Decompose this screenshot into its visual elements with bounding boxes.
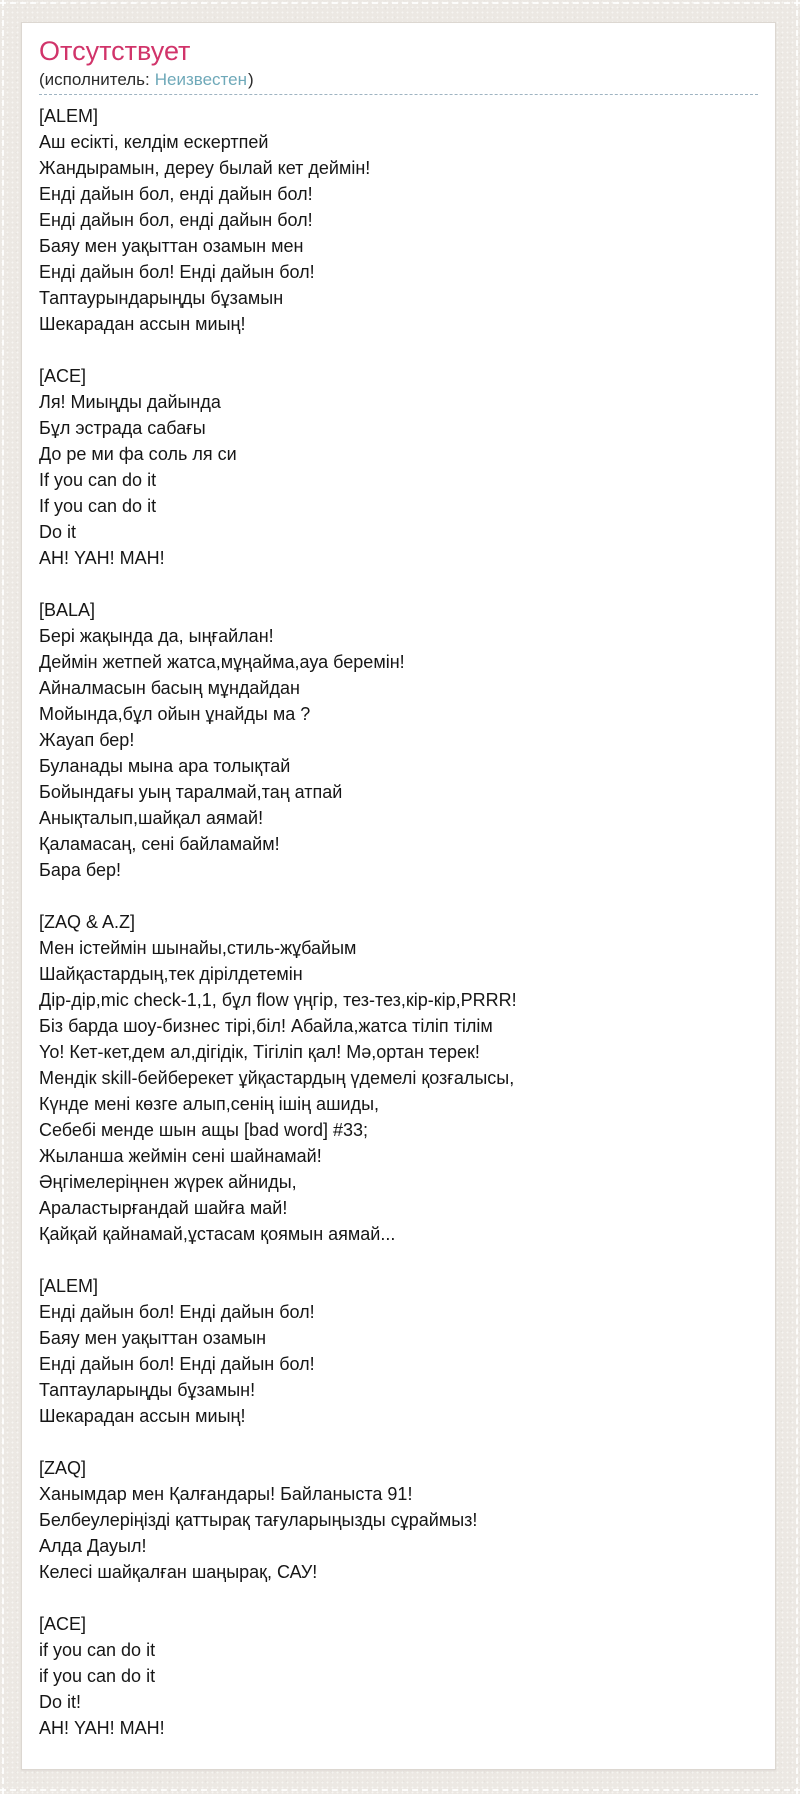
lyrics-line: Енді дайын бол, енді дайын бол! [39,210,313,230]
lyrics-line: Енді дайын бол, енді дайын бол! [39,184,313,204]
lyrics [39,103,758,1741]
lyrics-line: Шайқастардың,тек дірілдетемін [39,964,303,984]
lyrics-section [39,1273,758,1429]
lyrics-line: Қаламасаң, сені байламайм! [39,834,280,854]
page-title: Отсутствует [39,36,191,66]
lyrics-line: Жыланша жеймін сені шайнамай! [39,1146,322,1166]
lyrics-line: Мендік skill-бейберекет ұйқастардың үдемелі қозғалысы, [39,1068,515,1088]
lyrics-line: Буланады мына ара толықтай [39,756,291,776]
lyrics-line: Аш есікті, келдім ескертпей [39,132,269,152]
lyrics-line: Деймін жетпей жатса,мұңайма,ауа беремін! [39,652,405,672]
lyrics-line: До ре ми фа соль ля си [39,444,237,464]
lyrics-section [39,597,758,883]
section-label: [ZAQ] [39,1458,87,1478]
lyrics-line: if you can do it [39,1666,156,1686]
lyrics-line: Баяу мен уақыттан озамын мен [39,236,304,256]
lyrics-line: Белбеулеріңізді қаттырақ тағуларыңызды сұраймыз! [39,1510,478,1530]
section-label: [BALA] [39,600,96,620]
stitched-border-left [2,0,4,1794]
lyrics-line: Себебі менде шын ащы [bad word] #33; [39,1120,369,1140]
lyrics-line: Енді дайын бол! Енді дайын бол! [39,1302,315,1322]
lyrics-line: Мен істеймін шынайы,стиль-жұбайым [39,938,357,958]
lyrics-line: Енді дайын бол! Енді дайын бол! [39,1354,315,1374]
lyrics-line: Айналмасын басың мұндайдан [39,678,300,698]
lyrics-line: Жауап бер! [39,730,135,750]
section-label: [ALEM] [39,1276,99,1296]
section-label: [ACE] [39,1614,87,1634]
artist-suffix: ) [248,70,254,89]
lyrics-line: Мойында,бұл ойын ұнайды ма ? [39,704,311,724]
lyrics-line: Бара бер! [39,860,121,880]
lyrics-line: Шекарадан ассын миың! [39,314,246,334]
lyrics-line: Шекарадан ассын миың! [39,1406,246,1426]
lyrics-line: Баяу мен уақыттан озамын [39,1328,267,1348]
artist-line [39,69,758,90]
lyrics-line: Do it [39,522,77,542]
lyrics-section [39,103,758,337]
lyrics-line: Дір-дір,mic check-1,1, бұл flow үңгір, тез-тез,кір-кір,PRRR! [39,990,517,1010]
lyrics-line: Біз барда шоу-бизнес тірі,біл! Абайла,жатса тіліп тілім [39,1016,493,1036]
lyrics-line: Бері жақында да, ыңғайлан! [39,626,274,646]
lyrics-line: Бұл эстрада сабағы [39,418,206,438]
artist-label: (исполнитель: [39,70,150,89]
stitched-border-bottom [0,1789,800,1791]
lyrics-line: Yo! Кет-кет,дем ал,дігідік, Тігіліп қал! Мә,ортан терек! [39,1042,480,1062]
lyrics-section [39,1455,758,1585]
lyrics-line: Ханымдар мен Қалғандары! Байланыста 91! [39,1484,413,1504]
lyrics-line: Енді дайын бол! Енді дайын бол! [39,262,315,282]
artist-link[interactable]: Неизвестен [154,70,247,89]
stitched-border-top [0,2,800,4]
lyrics-line: Күнде мені көзге алып,сенің ішің ашиды, [39,1094,380,1114]
lyrics-line: Алда Дауыл! [39,1536,147,1556]
lyrics-line: if you can do it [39,1640,156,1660]
lyrics-line: Таптаурындарыңды бұзамын [39,288,284,308]
lyrics-line: АН! YAH! МАН! [39,1718,165,1738]
lyrics-section [39,909,758,1247]
lyrics-line: Бойындағы уың таралмай,таң атпай [39,782,343,802]
lyrics-line: Do it! [39,1692,82,1712]
lyrics-line: Ля! Миыңды дайында [39,392,221,412]
lyrics-line: Араластырғандай шайға май! [39,1198,288,1218]
section-label: [ACE] [39,366,87,386]
lyrics-line: Қайқай қайнамай,ұстасам қоямын аямай... [39,1224,396,1244]
lyrics-section [39,1611,758,1741]
section-label: [ZAQ & A.Z] [39,912,136,932]
lyrics-line: If you can do it [39,496,157,516]
lyrics-line: Жандырамын, дереу былай кет деймін! [39,158,371,178]
section-label: [ALEM] [39,106,99,126]
lyrics-section [39,363,758,571]
lyrics-line: Келесі шайқалған шаңырақ, САУ! [39,1562,318,1582]
lyrics-line: АН! YAH! МАН! [39,548,165,568]
lyrics-card [21,22,776,1770]
lyrics-line: If you can do it [39,470,157,490]
lyrics-line: Таптауларыңды бұзамын! [39,1380,256,1400]
lyrics-line: Анықталып,шайқал аямай! [39,808,264,828]
stitched-border-right [796,0,798,1794]
header-divider [39,94,758,95]
lyrics-line: Әңгімелеріңнен жүрек айниды, [39,1172,297,1192]
